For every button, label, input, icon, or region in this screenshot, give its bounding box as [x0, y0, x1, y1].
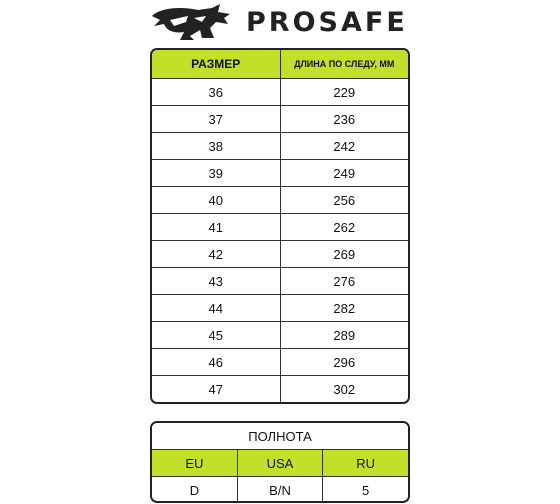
size-cell: 45: [152, 322, 280, 349]
length-cell: 302: [280, 376, 408, 403]
rhino-logo-icon: [150, 2, 236, 42]
ru-value: 5: [323, 477, 408, 504]
table-row: [152, 349, 408, 376]
size-cell: 44: [152, 295, 280, 322]
table-row: [152, 187, 408, 214]
length-cell: 236: [280, 106, 408, 133]
fit-values-row: [152, 477, 408, 504]
eu-header: EU: [152, 450, 237, 477]
length-cell: 289: [280, 322, 408, 349]
eu-value: D: [152, 477, 237, 504]
brand-logo: [150, 2, 412, 42]
length-cell: 249: [280, 160, 408, 187]
brand-name: PROSAFE: [246, 7, 408, 38]
length-cell: 256: [280, 187, 408, 214]
size-table-header-row: [152, 50, 408, 79]
table-row: [152, 295, 408, 322]
table-row: [152, 241, 408, 268]
length-cell: 242: [280, 133, 408, 160]
table-row: [152, 106, 408, 133]
length-cell: 296: [280, 349, 408, 376]
length-cell: 229: [280, 79, 408, 106]
length-cell: 282: [280, 295, 408, 322]
table-row: [152, 214, 408, 241]
length-header: ДЛИНА ПО СЛЕДУ, ММ: [280, 50, 408, 79]
ru-header: RU: [323, 450, 408, 477]
table-row: [152, 268, 408, 295]
table-row: [152, 133, 408, 160]
length-cell: 269: [280, 241, 408, 268]
size-cell: 36: [152, 79, 280, 106]
size-cell: 47: [152, 376, 280, 403]
fit-title-row: [152, 423, 408, 450]
size-cell: 37: [152, 106, 280, 133]
fit-table: [150, 421, 410, 503]
size-cell: 46: [152, 349, 280, 376]
fit-header-row: [152, 450, 408, 477]
table-row: [152, 322, 408, 349]
size-cell: 39: [152, 160, 280, 187]
fit-title: ПОЛНОТА: [152, 423, 408, 450]
size-header: РАЗМЕР: [152, 50, 280, 79]
table-row: [152, 376, 408, 403]
size-cell: 43: [152, 268, 280, 295]
table-row: [152, 160, 408, 187]
size-table: [150, 48, 410, 404]
length-cell: 262: [280, 214, 408, 241]
size-cell: 41: [152, 214, 280, 241]
size-cell: 38: [152, 133, 280, 160]
size-cell: 40: [152, 187, 280, 214]
length-cell: 276: [280, 268, 408, 295]
size-cell: 42: [152, 241, 280, 268]
usa-header: USA: [237, 450, 322, 477]
usa-value: B/N: [237, 477, 322, 504]
table-row: [152, 79, 408, 106]
